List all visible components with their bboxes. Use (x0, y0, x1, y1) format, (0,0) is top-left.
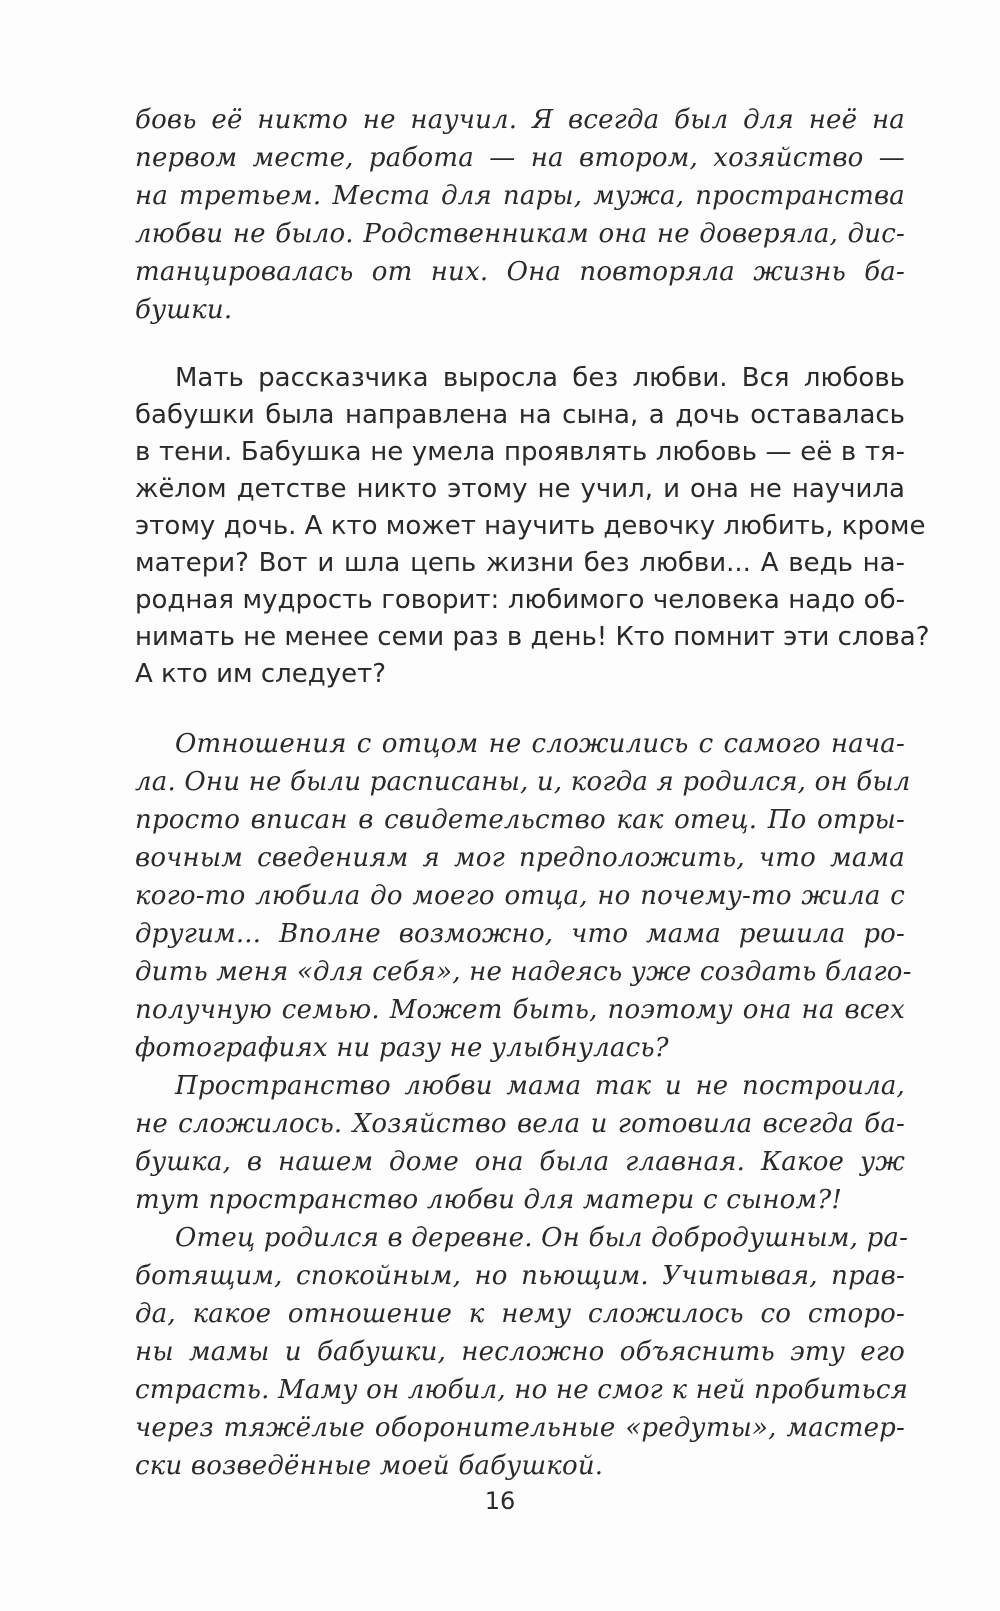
text-line: фотографиях ни разу не улыбнулась? (135, 1033, 669, 1063)
text-line: ски возведённые моей бабушкой. (135, 1451, 604, 1481)
text-line: жёлом детстве никто этому не учил, и она не научила (135, 474, 905, 504)
text-line: в тени. Бабушка не умела проявлять любовь — её в тя- (135, 437, 905, 467)
text-line: танцировалась от них. Она повторяла жизнь ба- (135, 257, 905, 287)
text-line: вочным сведениям я мог предположить, что мама (135, 843, 905, 873)
text-line: Отец родился в деревне. Он был добродушным, ра- (175, 1223, 909, 1253)
text-line: да, какое отношение к нему сложилось со сторо- (135, 1299, 905, 1329)
text-line: бовь её никто не научил. Я всегда был для неё на (135, 105, 905, 135)
text-line: страсть. Маму он любил, но не смог к ней пробиться (135, 1375, 909, 1405)
text-line: первом месте, работа — на втором, хозяйство — (135, 143, 905, 173)
text-line: бушки. (135, 295, 233, 325)
text-line: ботящим, спокойным, но пьющим. Учитывая, прав- (135, 1261, 905, 1291)
text-line: бушка, в нашем доме она была главная. Какое уж (135, 1147, 905, 1177)
text-line: получную семью. Может быть, поэтому она на всех (135, 995, 905, 1025)
text-line: Пространство любви мама так и не построила, (175, 1071, 905, 1101)
text-line: матери? Вот и шла цепь жизни без любви... А ведь на- (135, 548, 905, 578)
text-line: А кто им следует? (135, 659, 387, 689)
text-line: через тяжёлые оборонительные «редуты», мастер- (135, 1413, 905, 1443)
text-line: дить меня «для себя», не надеясь уже создать благо- (135, 957, 912, 987)
text-line: Отношения с отцом не сложились с самого нача- (175, 729, 905, 759)
text-line: Мать рассказчика выросла без любви. Вся любовь (175, 363, 905, 393)
text-line: не сложилось. Хозяйство вела и готовила всегда ба- (135, 1109, 905, 1139)
text-line: ла. Они не были расписаны, и, когда я родился, он был (135, 767, 911, 797)
text-line: другим... Вполне возможно, что мама решила ро- (135, 919, 905, 949)
text-line: бабушки была направлена на сына, а дочь оставалась (135, 400, 905, 430)
text-line: родная мудрость говорит: любимого человека надо об- (135, 585, 905, 615)
text-line: нимать не менее семи раз в день! Кто помнит эти слова? (135, 622, 930, 652)
text-line: тут пространство любви для матери с сыном?! (135, 1185, 843, 1215)
text-line: ны мамы и бабушки, несложно объяснить эту его (135, 1337, 905, 1367)
text-line: кого-то любила до моего отца, но почему-то жила с (135, 881, 905, 911)
text-line: на третьем. Места для пары, мужа, пространства (135, 181, 905, 211)
page-number: 16 (484, 1487, 516, 1515)
text-line: любви не было. Родственникам она не доверяла, дис- (135, 219, 905, 249)
text-line: этому дочь. А кто может научить девочку любить, кроме (135, 511, 926, 541)
text-line: просто вписан в свидетельство как отец. По отры- (135, 805, 905, 835)
